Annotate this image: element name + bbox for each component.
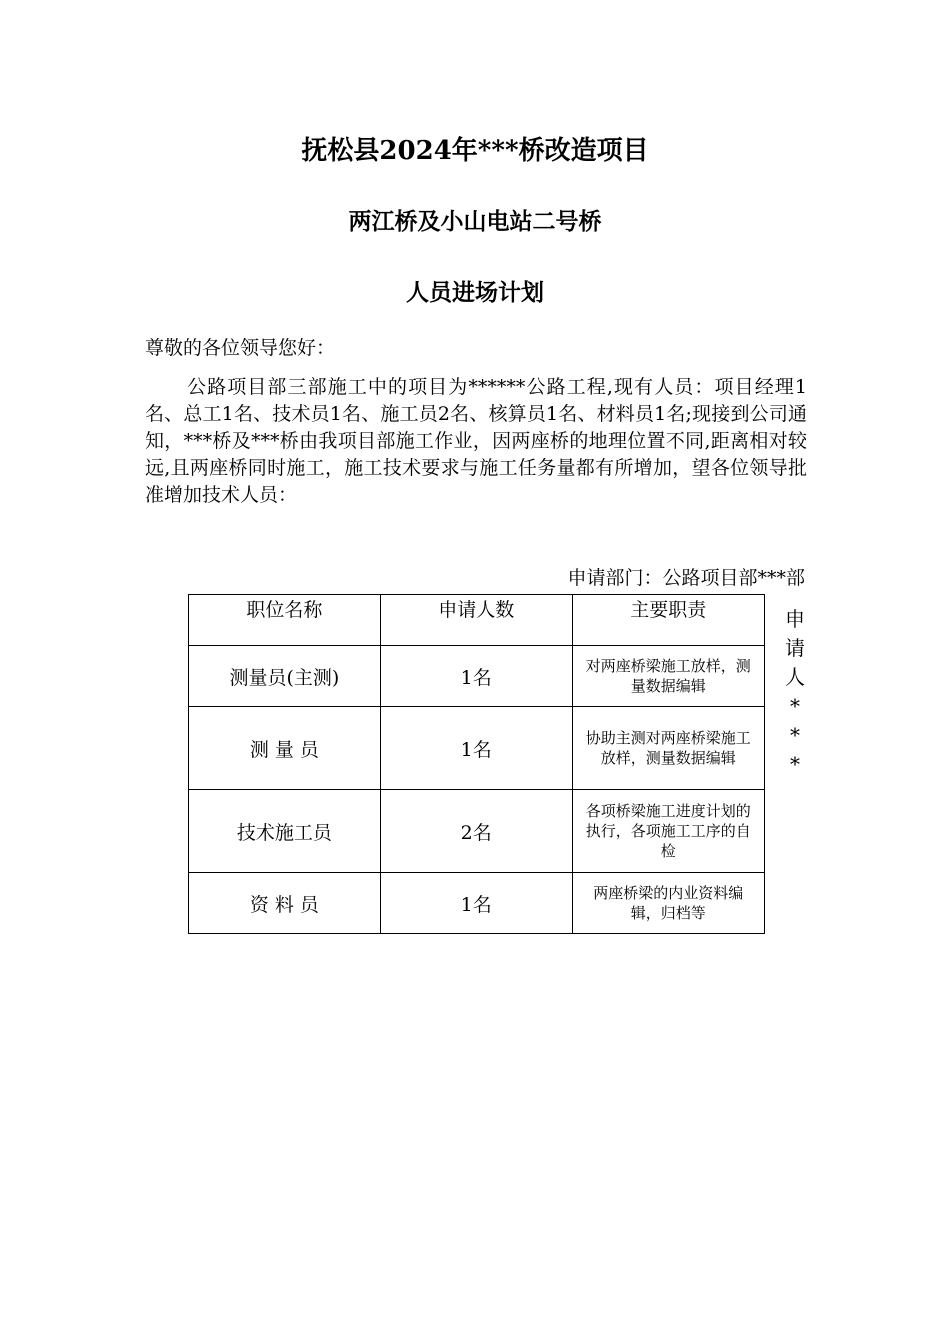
greeting: 尊敬的各位领导您好： (145, 337, 336, 359)
position-cell: 技术施工员 (189, 790, 381, 873)
document-title: 抚松县2024年***桥改造项目 (301, 136, 649, 166)
duties-cell: 协助主测对两座桥梁施工放样，测量数据编辑 (572, 707, 764, 790)
position-cell: 测 量 员 (189, 707, 381, 790)
header-count: 申请人数 (380, 595, 572, 646)
count-cell: 2名 (380, 790, 572, 873)
count-cell: 1名 (380, 873, 572, 934)
plan-title: 人员进场计划 (406, 279, 544, 306)
header-duties: 主要职责 (572, 595, 764, 646)
applicant-char: * (790, 752, 800, 776)
table-row (189, 646, 765, 707)
applicant-char: * (790, 694, 800, 718)
count-cell: 1名 (380, 707, 572, 790)
duties-cell: 各项桥梁施工进度计划的执行，各项施工工序的自检 (572, 790, 764, 873)
table-row (189, 707, 765, 790)
count-cell: 1名 (380, 646, 572, 707)
table-row (189, 790, 765, 873)
applicant-char: 请 (785, 636, 805, 660)
applicant-char: * (790, 723, 800, 747)
table-header-row (189, 595, 765, 646)
header-position: 职位名称 (189, 595, 381, 646)
personnel-table (188, 594, 765, 934)
body-paragraph: 公路项目部三部施工中的项目为******公路工程,现有人员：项目经理1名、总工1名、技术员1名、施工员2名、核算员1名、材料员1名;现接到公司通知，***桥及***桥由我项目部施工作业，因两座桥的地理位置不同,距离相对较远,且两座桥同时施工，施工技术要求与施工任务量都有所增加，望各位领导批准增加技术人员： (145, 376, 807, 506)
applicant-signature (782, 605, 808, 779)
table-row (189, 873, 765, 934)
position-cell: 测量员(主测) (189, 646, 381, 707)
document-subtitle: 两江桥及小山电站二号桥 (348, 208, 602, 235)
position-cell: 资 料 员 (189, 873, 381, 934)
duties-cell: 两座桥梁的内业资料编辑，归档等 (572, 873, 764, 934)
applicant-char: 申 (785, 607, 805, 631)
applicant-char: 人 (785, 665, 805, 689)
duties-cell: 对两座桥梁施工放样，测量数据编辑 (572, 646, 764, 707)
applying-department: 申请部门：公路项目部***部 (567, 567, 805, 589)
